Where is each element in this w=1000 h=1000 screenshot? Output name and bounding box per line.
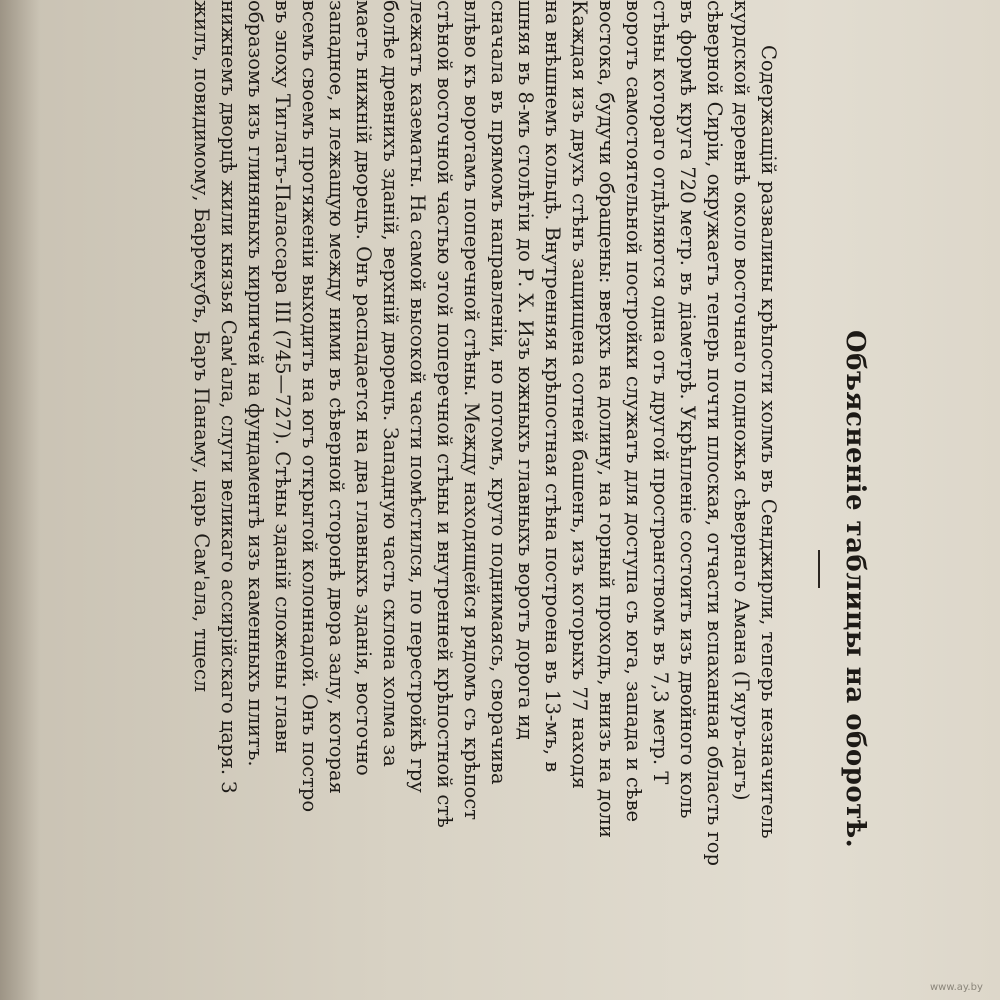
text-line: стѣны котораго отдѣляются одна отъ другой пространствомъ въ 7,3 метр. Т bbox=[649, 0, 672, 785]
text-line: лежатъ казематы. На самой высокой части помѣстился, по перестройкѣ гру bbox=[406, 0, 429, 793]
text-line: нижнемъ дворцѣ жили князья Сам'ала, слуги великаго ассирійскаго царя. З bbox=[217, 0, 240, 794]
text-line: на внѣшнемъ кольцѣ. Внутренняя крѣпостная стѣна построена въ 13-мъ, в bbox=[541, 0, 564, 773]
text-line: въ эпоху Тиглатъ-Палассара III (745—727). Стѣны зданій сложены главн bbox=[271, 0, 294, 754]
watermark: www.ay.by bbox=[930, 982, 983, 993]
text-line: стѣной восточной частью этой поперечной стѣны и внутренней крѣпостной стѣ bbox=[433, 0, 456, 828]
text-line: западное, и лежащую между ними въ сѣверной сторонѣ двора залу, которая bbox=[325, 0, 348, 794]
text-line: образомъ изъ глиняныхъ кирпичей на фундаментѣ изъ каменныхъ плитъ. bbox=[244, 0, 267, 767]
text-line: шняя въ 8-мъ столѣтіи до Р. Х. Изъ южныхъ главныхъ воротъ дорога ид bbox=[514, 0, 537, 740]
text-line: въ формѣ круга 720 метр. въ діаметрѣ. Укрѣпленіе состоитъ изъ двойного коль bbox=[676, 0, 699, 819]
page-title: Объясненіе таблицы на оборотѣ. bbox=[840, 330, 870, 849]
text-line: воротъ самостоятельной постройки служатъ для доступа съ юга, запада и сѣве bbox=[622, 0, 645, 823]
text-line: востока, будучи обращены: вверхъ на долину, на горный проходъ, внизъ на доли bbox=[595, 0, 618, 839]
text-line: всемъ своемъ протяженіи выходитъ на югъ открытой колоннадой. Онъ постро bbox=[298, 0, 321, 813]
text-line: сначала въ прямомъ направленіи, но потомъ, круто поднимаясь, сворачива bbox=[487, 0, 510, 785]
text-line: жилъ, повидимому, Баррекубъ, Баръ Панаму, царь Сам'ала, тщесл bbox=[190, 0, 213, 693]
title-rule bbox=[818, 550, 820, 588]
body-text bbox=[188, 0, 782, 1000]
text-line: болѣе древнихъ зданій, верхній дворецъ. Западную часть склона холма за bbox=[379, 0, 402, 767]
text-line: влѣво къ воротамъ поперечной стѣны. Между находящейся рядомъ съ крѣпост bbox=[460, 0, 483, 821]
text-line: Содержащій развалины крѣпости холмъ въ Сенджирли, теперь незначитель bbox=[757, 45, 780, 839]
text-line: маетъ нижній дворецъ. Онъ распадается на два главныхъ зданія, восточно bbox=[352, 0, 375, 776]
text-line: Каждая изъ двухъ стѣнъ защищена сотней башенъ, изъ которыхъ 77 находя bbox=[568, 0, 591, 790]
text-line: сѣверной Сиріи, окружаетъ теперь почти плоская, отчасти вспаханная область гор bbox=[703, 0, 726, 867]
text-line: курдской деревнѣ около восточнаго подножья сѣвернаго Амана (Гяуръ-дагъ) bbox=[730, 0, 753, 801]
